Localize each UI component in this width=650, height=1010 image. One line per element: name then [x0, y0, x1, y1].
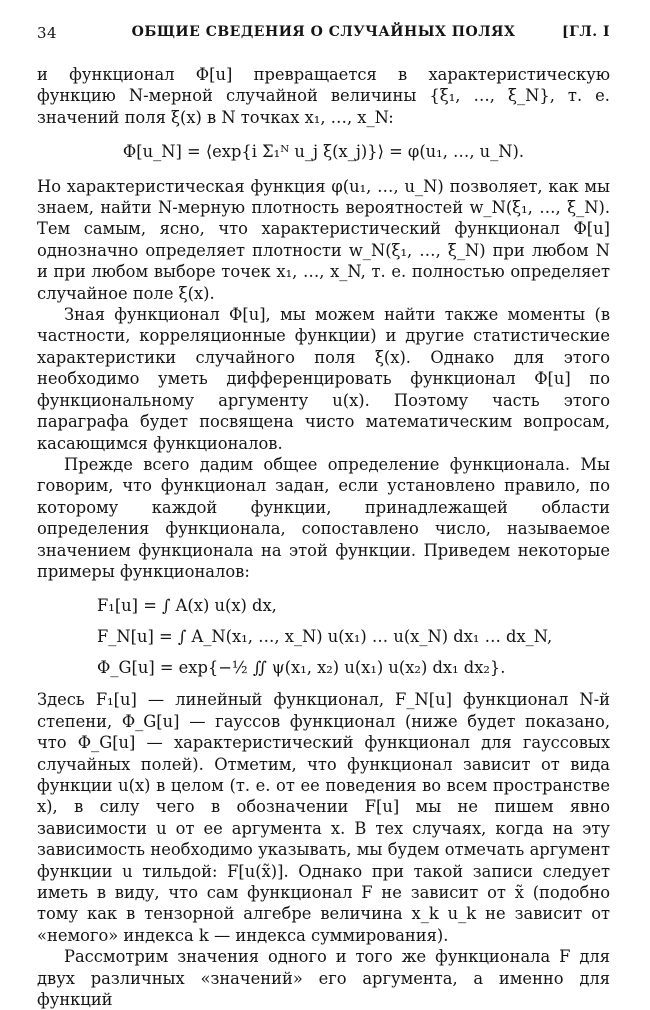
formula-list [97, 590, 610, 683]
paragraph-5: Здесь F₁[u] — линейный функционал, F_N[u] функционал N-й степени, Φ_G[u] — гауссов функционал (ниже будет показано, что Φ_G[u] — характеристический функционал для гауссовых случайных полей). Отметим, что функционал зависит от вида функции u(x) в целом (т. е. от ее поведения во всем пространстве x), в силу чего в обозначении F[u] мы не пишем явно зависимости u от ее аргумента x. В тех случаях, когда на эту зависимость необходимо указывать, мы будем отмечать аргумент функции u тильдой: F[u(x̃)]. Однако при такой записи следует иметь в виду, что сам функционал F не зависит от x̃ (подобно тому как в тензорной алгебре величина x_k u_k не зависит от «немого» индекса k — индекса суммирования). [37, 690, 610, 945]
page-number: 34 [37, 24, 58, 42]
chapter-label: [ГЛ. I [562, 24, 610, 40]
paragraph-3: Зная функционал Φ[u], мы можем найти также моменты (в частности, корреляционные функции) и другие статистические характеристики случайного поля ξ(x). Однако для этого необходимо уметь дифференцировать функционал Φ[u] по функциональному аргументу u(x). Поэтому часть этого параграфа будет посвящена чисто математическим вопросам, касающимся функционалов. [37, 305, 610, 453]
formula-n-degree-functional: F_N[u] = ∫ A_N(x₁, …, x_N) u(x₁) … u(x_N) dx₁ … dx_N, [97, 627, 553, 647]
running-header [37, 20, 610, 46]
formula-characteristic-function: Φ[u_N] = ⟨exp{i Σ₁ᴺ u_j ξ(x_j)}⟩ = φ(u₁, …, u_N). [122, 142, 525, 162]
paragraph-4: Прежде всего дадим общее определение функционала. Мы говорим, что функционал задан, если установлено правило, по которому каждой функции, принадлежащей области определения функционала, сопоставлено число, называемое значением функционала на этой функции. Приведем некоторые примеры функционалов: [37, 454, 610, 581]
formula-linear-functional: F₁[u] = ∫ A(x) u(x) dx, [97, 596, 277, 616]
running-title: ОБЩИЕ СВЕДЕНИЯ О СЛУЧАЙНЫХ ПОЛЯХ [131, 24, 516, 40]
paragraph-6: Рассмотрим значения одного и того же функционала F для двух различных «значений» его аргумента, а именно для функций [37, 947, 610, 1010]
paragraph-2: Но характеристическая функция φ(u₁, …, u_N) позволяет, как мы знаем, найти N-мерную плотность вероятностей w_N(ξ₁, …, ξ_N). Тем самым, ясно, что характеристический функционал Φ[u] однозначно определяет плотности w_N(ξ₁, …, ξ_N) при любом N и при любом выборе точек x₁, …, x_N, т. е. полностью определяет случайное поле ξ(x). [37, 176, 610, 303]
page-body [37, 64, 610, 1010]
formula-gaussian-functional: Φ_G[u] = exp{−½ ∬ ψ(x₁, x₂) u(x₁) u(x₂) dx₁ dx₂}. [97, 658, 506, 678]
paragraph-1: и функционал Φ[u] превращается в характеристическую функцию N-мерной случайной величины {ξ₁, …, ξ_N}, т. е. значений поля ξ(x) в N точках x₁, …, x_N: [37, 65, 610, 127]
